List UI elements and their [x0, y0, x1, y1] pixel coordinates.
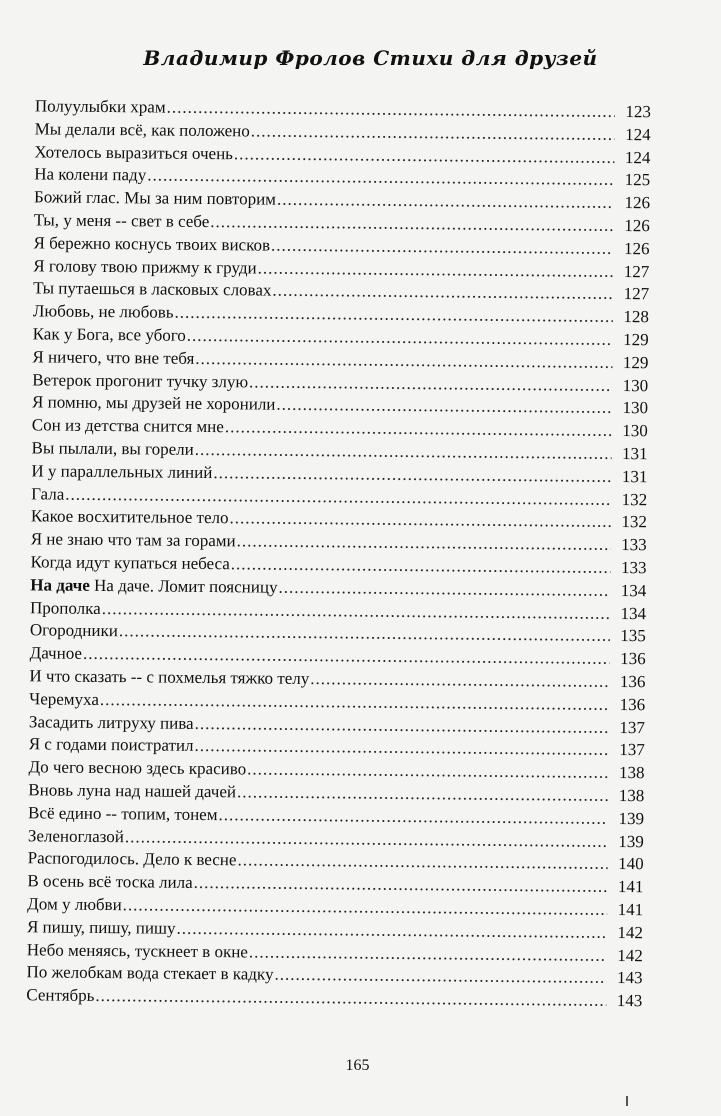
toc-entry-text: Сон из детства снится мне — [31, 415, 224, 437]
toc-entry-page: 136 — [619, 671, 646, 692]
toc-entry-page: 129 — [623, 329, 649, 350]
toc-entry-text: На колени паду — [34, 164, 147, 185]
toc-entry-title — [30, 551, 230, 576]
toc-entry-title — [31, 437, 193, 461]
toc-entry-title — [31, 460, 212, 485]
toc-entry-text: До чего весною здесь красиво — [28, 757, 247, 779]
dot-leader — [277, 189, 614, 215]
dot-leader — [95, 985, 606, 1013]
toc-entry-title — [28, 756, 246, 781]
toc-entry-page: 133 — [620, 557, 647, 578]
toc-entry-page: 124 — [625, 124, 651, 145]
toc-entry-title — [33, 232, 270, 257]
toc-entry-text: Гала — [31, 483, 65, 504]
toc-entry-title — [30, 620, 118, 644]
toc-entry-text: Когда идут купаться небеса — [30, 552, 230, 574]
toc-entry-title — [33, 301, 174, 325]
toc-entry-text: Как у Бога, все убого — [32, 324, 186, 345]
toc-entry-page: 141 — [617, 899, 644, 920]
toc-entry-text: Я не знаю что там за горами — [30, 529, 236, 551]
toc-entry-page: 132 — [621, 489, 648, 509]
dot-leader — [258, 257, 614, 283]
dot-leader — [276, 394, 612, 420]
toc-entry-page: 142 — [617, 945, 643, 965]
toc-entry-text: В осень всё тоска лила — [27, 871, 193, 893]
toc-entry-page: 140 — [618, 854, 644, 874]
toc-entry-text: На даче. Ломит поясницу — [89, 575, 278, 597]
toc-entry-page: 142 — [617, 922, 644, 943]
toc-entry-title — [34, 141, 233, 166]
toc-entry-title — [35, 118, 250, 143]
toc-entry-text: Я бережно коснусь твоих висков — [33, 233, 271, 255]
toc-entry-page: 127 — [623, 261, 650, 281]
toc-entry-page: 127 — [623, 284, 650, 304]
toc-entry-text: Сентябрь — [26, 985, 95, 1006]
toc-entry-title — [32, 415, 224, 440]
dot-leader — [247, 759, 609, 785]
dot-leader — [272, 280, 613, 306]
margin-mark — [626, 1096, 628, 1106]
toc-entry-text: Огородники — [29, 620, 118, 641]
toc-entry-title — [29, 711, 194, 735]
toc-entry-page: 126 — [623, 238, 650, 259]
toc-entry-title — [28, 779, 236, 804]
toc-entry-text: Вновь луна над нашей дачей — [28, 780, 237, 802]
toc-entry-text: Какое восхитительное тело — [30, 506, 229, 528]
toc-entry-title — [30, 574, 277, 599]
toc-entry-text: Любовь, не любовь — [32, 301, 174, 322]
toc-entry-page: 137 — [619, 717, 646, 737]
toc-entry — [26, 984, 642, 1013]
toc-entry-page: 134 — [620, 603, 647, 623]
toc-entry-title — [33, 323, 186, 347]
toc-entry-title — [32, 369, 248, 394]
toc-entry-text: Я ничего, что вне тебя — [32, 347, 195, 368]
toc-entry-text: Я с годами поистратил — [28, 734, 194, 756]
dot-leader — [271, 234, 614, 260]
toc-entry-title — [32, 392, 276, 417]
toc-entry-text: Всё едино -- топим, тонем — [28, 803, 218, 824]
toc-entry-title — [31, 483, 64, 506]
toc-entry-page: 138 — [618, 785, 645, 806]
toc-entry-page: 139 — [618, 831, 644, 851]
toc-entry-text: Дачное — [29, 643, 83, 664]
toc-entry-title — [32, 346, 194, 370]
toc-entry-title — [27, 893, 122, 917]
toc-entry-page: 134 — [620, 580, 647, 601]
dot-leader — [310, 668, 609, 694]
toc-entry-title — [34, 187, 276, 212]
toc-entry-text: Божий глас. Мы за ним повторим — [33, 187, 277, 209]
toc-entry-page: 132 — [621, 512, 648, 532]
toc-entry-title — [28, 802, 218, 827]
toc-entry-text: Черемуха — [29, 689, 100, 709]
toc-entry-page: 135 — [620, 626, 646, 646]
toc-entry-title — [27, 870, 192, 894]
toc-entry-title — [26, 984, 94, 1007]
toc-entry-page: 143 — [616, 991, 643, 1011]
toc-entry-page: 139 — [618, 808, 645, 829]
toc-entry-page: 124 — [624, 147, 651, 167]
toc-entry-page: 136 — [620, 649, 646, 669]
toc-entry-page: 143 — [616, 968, 643, 988]
toc-entry-title — [29, 688, 99, 711]
toc-entry-page: 136 — [619, 694, 646, 715]
toc-entry-text: Засадить литруху пива — [28, 711, 194, 733]
toc-entry-title — [31, 529, 236, 554]
table-of-contents — [0, 95, 721, 1042]
toc-entry-text: Дом у любви — [27, 894, 122, 915]
dot-leader — [249, 941, 607, 967]
toc-entry-page: 131 — [621, 443, 648, 464]
toc-entry-page: 129 — [622, 352, 649, 373]
running-header: Владимир Фролов Стихи для друзей — [143, 46, 598, 70]
toc-entry-text: Я помню, мы друзей не хоронили — [31, 392, 276, 415]
toc-entry-page: 141 — [617, 877, 644, 897]
toc-entry-text: Распогодилось. Дело к весне — [27, 848, 237, 870]
toc-entry-text: Зеленоглазой — [27, 825, 125, 846]
toc-entry-title — [34, 209, 210, 233]
toc-entry-text: Ты, у меня -- свет в себе — [33, 210, 210, 232]
toc-entry-page: 133 — [621, 535, 647, 555]
toc-entry-page: 130 — [622, 421, 648, 441]
toc-entry-text: Ты путаешься в ласковых словах — [33, 278, 272, 301]
toc-entry-text: Полуулыбки храм — [34, 96, 166, 117]
toc-entry-text: Вы пылали, вы горели — [31, 438, 194, 459]
toc-entry-title — [28, 848, 237, 873]
toc-entry-page: 137 — [619, 740, 645, 760]
toc-entry-title — [28, 825, 124, 849]
toc-entry-text: Я пишу, пишу, пишу — [26, 917, 176, 938]
toc-entry-text: И что сказать -- с похмелья тяжко телу — [29, 666, 310, 688]
toc-entry-page: 123 — [625, 102, 651, 122]
toc-entry-text: И у параллельных линий — [31, 461, 213, 482]
toc-entry-title — [27, 939, 248, 964]
toc-entry-title — [27, 916, 176, 940]
toc-entry-text: Хотелось выразиться очень — [34, 141, 234, 163]
toc-entry-text: Мы делали всё, как положено — [34, 119, 250, 141]
page-number: 165 — [345, 1057, 370, 1074]
toc-entry-title — [35, 95, 166, 119]
toc-entry-page: 130 — [622, 398, 649, 418]
toc-entry-title — [33, 278, 272, 303]
dot-leader — [278, 576, 610, 602]
toc-entry-page: 126 — [624, 215, 650, 236]
toc-entry-title — [30, 597, 101, 620]
toc-entry-title — [34, 164, 146, 188]
toc-entry-page: 131 — [621, 466, 648, 487]
toc-entry-text: Небо меняясь, тускнеет в окне — [26, 939, 249, 962]
toc-entry-text: Прополка — [29, 597, 101, 618]
toc-entry-page: 130 — [622, 375, 649, 395]
toc-entry-title — [33, 255, 256, 280]
toc-entry-title — [26, 962, 273, 987]
toc-entry-title — [30, 642, 83, 665]
toc-entry-title — [29, 734, 194, 758]
toc-entry-page: 125 — [624, 170, 651, 190]
toc-entry-page: 128 — [623, 307, 649, 327]
toc-entry-text: Я голову твою прижму к груди — [33, 255, 257, 278]
toc-entry-page: 126 — [624, 193, 651, 213]
section-heading: На даче — [30, 575, 90, 595]
toc-entry-text: По желобкам вода стекает в кадку — [26, 962, 274, 985]
toc-entry-title — [29, 665, 309, 690]
toc-entry-text: Ветерок прогонит тучку злую — [32, 369, 249, 391]
dot-leader — [274, 964, 606, 990]
toc-entry-page: 138 — [618, 763, 645, 783]
toc-entry-title — [31, 506, 229, 531]
